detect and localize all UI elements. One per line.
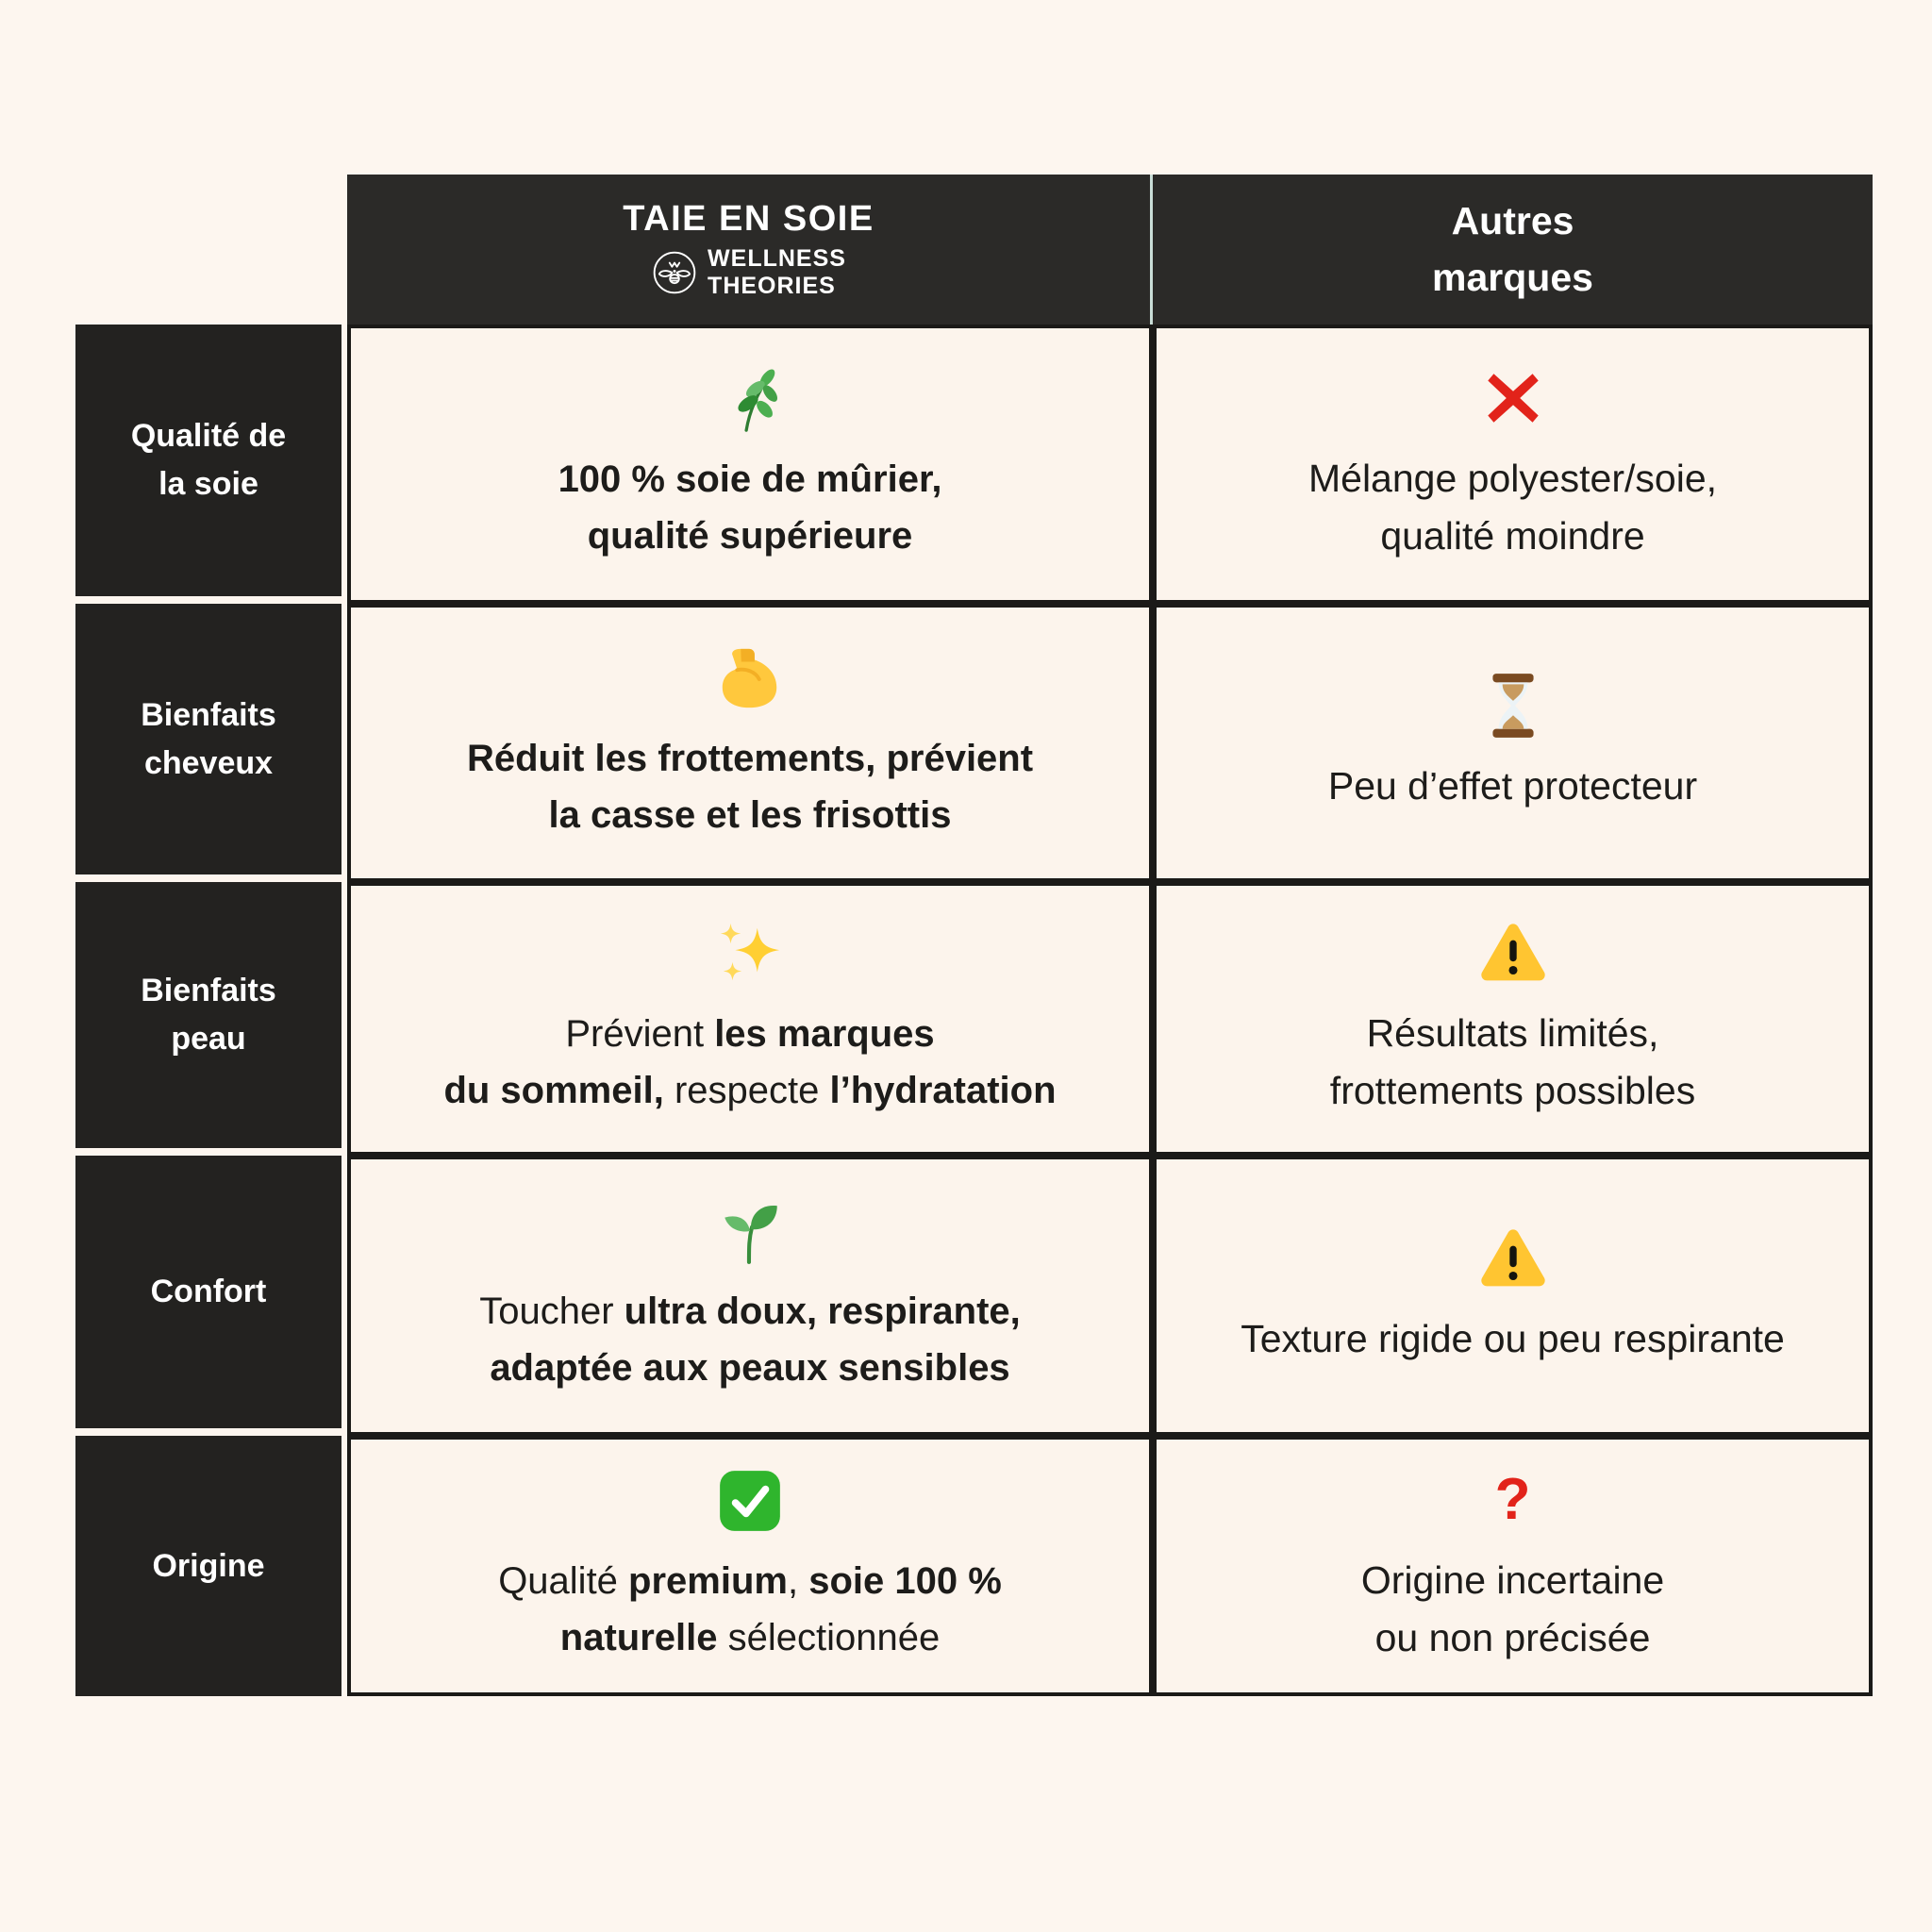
row-label-cell — [75, 1156, 341, 1428]
brand-value-cell — [347, 882, 1153, 1156]
brand-value-cell — [347, 325, 1153, 604]
row-label-cell — [75, 1436, 341, 1696]
brand-wordmark-line1: WELLNESS — [708, 245, 846, 273]
brand-value-cell — [347, 1436, 1153, 1696]
brand-cell-text: Toucher ultra doux, respirante, adaptée aux peaux sensibles — [479, 1290, 1021, 1389]
row-label-cell — [75, 882, 341, 1148]
warning-icon — [1478, 1224, 1548, 1293]
others-value-cell — [1153, 1436, 1873, 1696]
sparkles-icon — [715, 919, 785, 989]
brand-wordmark — [708, 245, 846, 300]
brand-cell-text: Prévient les marques du sommeil, respecte l’hydratation — [443, 1013, 1057, 1111]
others-cell-text: Peu d’effet protecteur — [1327, 763, 1698, 808]
others-cell-text: Texture rigide ou peu respirante — [1241, 1316, 1785, 1360]
comparison-table — [75, 175, 1873, 1696]
row-label-cell — [75, 604, 341, 874]
brand-wordmark-line2: THEORIES — [708, 273, 836, 299]
row-label-cell — [75, 325, 341, 596]
others-cell-text: Résultats limités, frottements possibles — [1329, 1010, 1696, 1112]
others-value-cell — [1153, 882, 1873, 1156]
seedling-icon — [715, 1196, 785, 1266]
column-header-brand — [347, 175, 1153, 325]
others-header-line2: marques — [1432, 255, 1593, 299]
row-label-text: Qualité de la soie — [130, 418, 287, 502]
brand-cell-text: 100 % soie de mûrier, qualité supérieure — [558, 458, 942, 557]
others-cell-text: Origine incertaine ou non précisée — [1360, 1557, 1665, 1659]
check-button-icon — [715, 1466, 785, 1536]
red-question-icon: ? — [1494, 1466, 1531, 1532]
row-label-text: Bienfaits peau — [141, 973, 276, 1057]
row-label-text: Confort — [150, 1274, 267, 1309]
brand-cell-text: Réduit les frottements, prévient la casse et les frisottis — [466, 737, 1034, 836]
others-value-cell — [1153, 325, 1873, 604]
bee-logo-icon — [651, 249, 698, 296]
cross-mark-icon — [1478, 363, 1548, 433]
brand-value-cell — [347, 604, 1153, 882]
herb-icon — [715, 364, 785, 434]
others-value-cell — [1153, 604, 1873, 882]
hourglass-icon — [1478, 671, 1548, 741]
brand-cell-text: Qualité premium, soie 100 % naturelle sélectionnée — [498, 1560, 1002, 1658]
others-value-cell — [1153, 1156, 1873, 1436]
flexed-biceps-icon — [715, 643, 785, 713]
row-label-text: Origine — [152, 1547, 265, 1584]
brand-column-title: TAIE EN SOIE — [623, 199, 874, 240]
table-corner-spacer — [75, 175, 347, 325]
column-header-others — [1153, 175, 1873, 325]
warning-icon — [1478, 918, 1548, 988]
row-label-text: Bienfaits cheveux — [141, 696, 276, 781]
brand-logo-row — [651, 245, 846, 300]
others-header-line1: Autres — [1451, 199, 1574, 243]
brand-value-cell — [347, 1156, 1153, 1436]
others-cell-text: Mélange polyester/soie, qualité moindre — [1307, 456, 1718, 558]
